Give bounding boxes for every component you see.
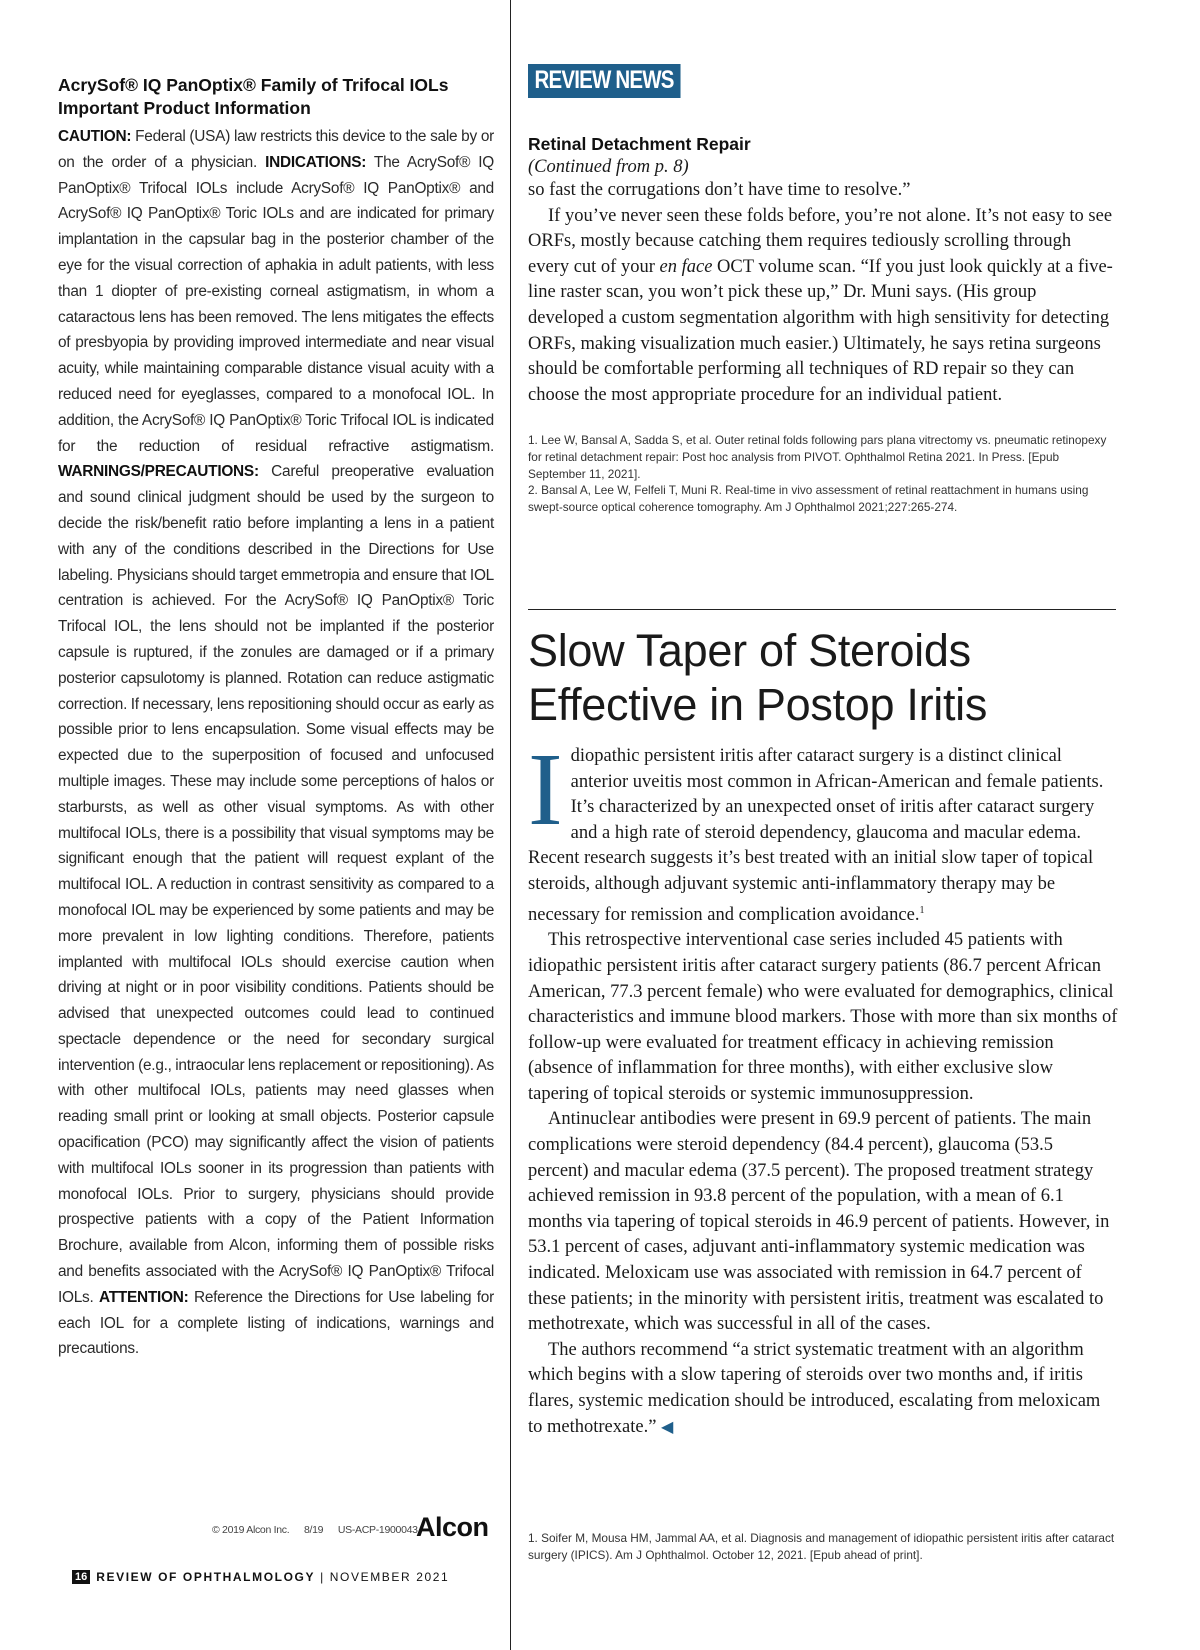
para2-italic: en face (659, 256, 713, 277)
product-info-body (58, 124, 494, 1362)
continued-from-note: (Continued from p. 8) (528, 157, 689, 177)
reference-item: 2. Bansal A, Lee W, Felfeli T, Muni R. Real-time in vivo assessment of retinal reattachment in humans using swept-source optical coherence tomography. Am J Ophthalmol 2021;227:265-274. (528, 483, 1089, 514)
indications-text: The AcrySof® IQ PanOptix® Trifocal IOLs include AcrySof® IQ PanOptix® and AcrySof® IQ PanOptix® Toric IOLs and are indicated for primary implantation in the capsular bag in the posterior chamber of the eye for the visual correction of aphakia in adult patients, with less than 1 diopter of pre-existing corneal astigmatism, in whom a cataractous lens has been removed. The lens mitigates the effects of presbyopia by providing improved intermediate and near visual acuity, while maintaining comparable distance visual acuity with a reduced need for eyeglasses, compared to a monofocal IOL. In addition, the AcrySof® IQ PanOptix® Toric Trifocal IOL is indicated for the reduction of residual refractive astigmatism. (58, 153, 494, 455)
article-body (528, 732, 1118, 1440)
continued-article-para1: so fast the corrugations don’t have time to resolve.” (528, 180, 911, 200)
headline-line2: Effective in Postop Iritis (528, 679, 988, 730)
reference-item: 1. Lee W, Bansal A, Sadda S, et al. Outer retinal folds following pars plana vitrectomy vs. pneumatic retinopexy for retinal detachment repair: Post hoc analysis from PIVOT. Ophthalmol Retina 2021. In Press. [Epub September 11, 2021]. (528, 433, 1107, 481)
review-news-column (528, 64, 1116, 515)
attention-text: Reference the Directions for Use labeling for each IOL for a complete listing of indications, warnings and precautions. (58, 1288, 494, 1358)
alcon-logo: Alcon (416, 1512, 489, 1542)
legal-copyright: © 2019 Alcon Inc. (212, 1524, 290, 1536)
warnings-text: Careful preoperative evaluation and sound clinical judgment should be used by the surgeon to decide the risk/benefit ratio before implanting a lens in a patient with any of the conditions described in the Directions for Use labeling. Physicians should target emmetropia and ensure that IOL centration is achieved. For the AcrySof® IQ PanOptix® Toric Trifocal IOL, the lens should not be implanted if the posterior capsule is ruptured, if the zonules are damaged or if a primary posterior capsulotomy is planned. Rotation can reduce astigmatic correction. If necessary, lens repositioning should occur as early as possible prior to lens encapsulation. Some visual effects may be expected due to the superposition of focused and unfocused multiple images. These may include some perceptions of halos or starbursts, as well as other visual symptoms. As with other multifocal IOLs, there is a possibility that visual symptoms may be significant enough that the patient will request explant of the multifocal IOL. A reduction in contrast sensitivity as compared to a monofocal IOL may be experienced by some patients and may be more prevalent in low lighting conditions. Therefore, patients implanted with multifocal IOLs should exercise caution when driving at night or in poor visibility conditions. Patients should be advised that unexpected outcomes could lead to continued spectacle dependence or the need for secondary surgical intervention (e.g., intraocular lens replacement or repositioning). As with other multifocal IOLs, patients may need glasses when reading small print or looking at small objects. Posterior capsule opacification (PCO) may significantly affect the vision of patients with multifocal IOLs sooner in its progression than patients with monofocal IOLs. Prior to surgery, physicians should provide prospective patients with a copy of the Patient Information Brochure, available from Alcon, informing them of possible risks and benefits associated with the AcrySof® IQ PanOptix® Trifocal IOLs. (58, 463, 494, 1306)
article-para1-text: diopathic persistent iritis after cataract surgery is a distinct clinical anterior uveitis most common in African-American and female patients. It’s characterized by an unexpected onset of iritis after cataract surgery and a high rate of steroid dependency, glaucoma and macular edema. Recent research suggests it’s best treated with an initial slow taper of topical steroids, although adjuvant systemic anti-inflammatory therapy may be necessary for remission and complication avoidance. (528, 746, 1104, 925)
footer-separator: | (320, 1570, 325, 1584)
footnote-marker: 1 (919, 904, 925, 916)
publication-name: REVIEW OF OPHTHALMOLOGY (96, 1570, 316, 1584)
caution-text: Federal (USA) law restricts this device to the sale by or on the order of a physician. (58, 128, 494, 171)
continued-article-para2 (528, 204, 1116, 409)
page-number: 16 (72, 1570, 90, 1584)
para2-text-b: OCT volume scan. “If you just look quickly at a five-line raster scan, you won’t pick these up,” Dr. Muni says. (His group developed a custom segmentation algorithm with high sensitivity for detecting ORFs, making visualization much easier.) Ultimately, he says retina surgeons should be comfortable performing all techniques of RD repair so they can choose the most appropriate procedure for an individual patient. (528, 256, 1113, 405)
headline-line1: Slow Taper of Steroids (528, 625, 971, 676)
end-mark-icon: ◀ (661, 1418, 674, 1436)
attention-label: ATTENTION: (98, 1288, 189, 1306)
article-divider (528, 609, 1116, 610)
product-information-column (58, 74, 494, 1362)
para2-text-a: If you’ve never seen these folds before, you’re not alone. It’s not easy to see ORFs, mostly because catching them requires tediously scrolling through every cut of your (528, 205, 1113, 277)
continued-article-title: Retinal Detachment Repair (528, 134, 751, 154)
legal-line (212, 1524, 430, 1536)
article-para4 (528, 1338, 1118, 1440)
article-para4-text: The authors recommend “a strict systematic treatment with an algorithm which begins with a slow tapering of steroids over two months and, if iritis flares, systemic medication should be introduced, escalating from meloxicam to methotrexate.” (528, 1339, 1101, 1437)
indications-label: INDICATIONS: (265, 153, 367, 171)
section-label-badge: REVIEW NEWS (528, 64, 680, 98)
product-info-title-line1: AcrySof® IQ PanOptix® Family of Trifocal IOLs (58, 75, 449, 95)
legal-code: US-ACP-1900043 (337, 1524, 418, 1536)
drop-cap: I (528, 732, 563, 847)
caution-label: CAUTION: (58, 128, 132, 145)
article-headline (528, 624, 1118, 732)
article-reference: 1. Soifer M, Mousa HM, Jammal AA, et al. Diagnosis and management of idiopathic persistent iritis after cataract surgery (IPICS). Am J Ophthalmol. October 12, 2021. [Epub ahead of print]. (528, 1531, 1115, 1562)
legal-date: 8/19 (303, 1524, 324, 1536)
product-info-title-line2: Important Product Information (58, 98, 311, 118)
article-para1 (528, 732, 1118, 928)
issue-date: NOVEMBER 2021 (329, 1570, 450, 1584)
warnings-label: WARNINGS/PRECAUTIONS: (58, 463, 259, 481)
product-info-title (58, 74, 494, 120)
article-para2: This retrospective interventional case series included 45 patients with idiopathic persistent iritis after cataract surgery patients (86.7 percent African American, 77.3 percent female) who were evaluated for demographics, clinical characteristics and immune blood markers. Those with more than six months of follow-up were evaluated for treatment efficacy in achieving remission (absence of inflammation for three months), with either exclusive slow tapering of topical steroids or systemic immunosuppression. (528, 930, 1118, 1104)
article-para3: Antinuclear antibodies were present in 69.9 percent of patients. The main complications were steroid dependency (84.4 percent), glaucoma (53.5 percent) and macular edema (37.5 percent). The proposed treatment strategy achieved remission in 93.8 percent of the population, with a mean of 6.1 months via tapering of topical steroids in 46.9 percent of patients. However, in 53.1 percent of cases, adjuvant anti-inflammatory systemic medication was indicated. Meloxicam use was associated with remission in 64.7 percent of these patients; in the minority with persistent iritis, treatment was escalated to methotrexate, which was successful in all of the cases. (528, 1109, 1110, 1335)
column-divider (510, 0, 511, 1650)
continued-article-references (528, 432, 1116, 515)
page-footer (72, 1570, 449, 1584)
